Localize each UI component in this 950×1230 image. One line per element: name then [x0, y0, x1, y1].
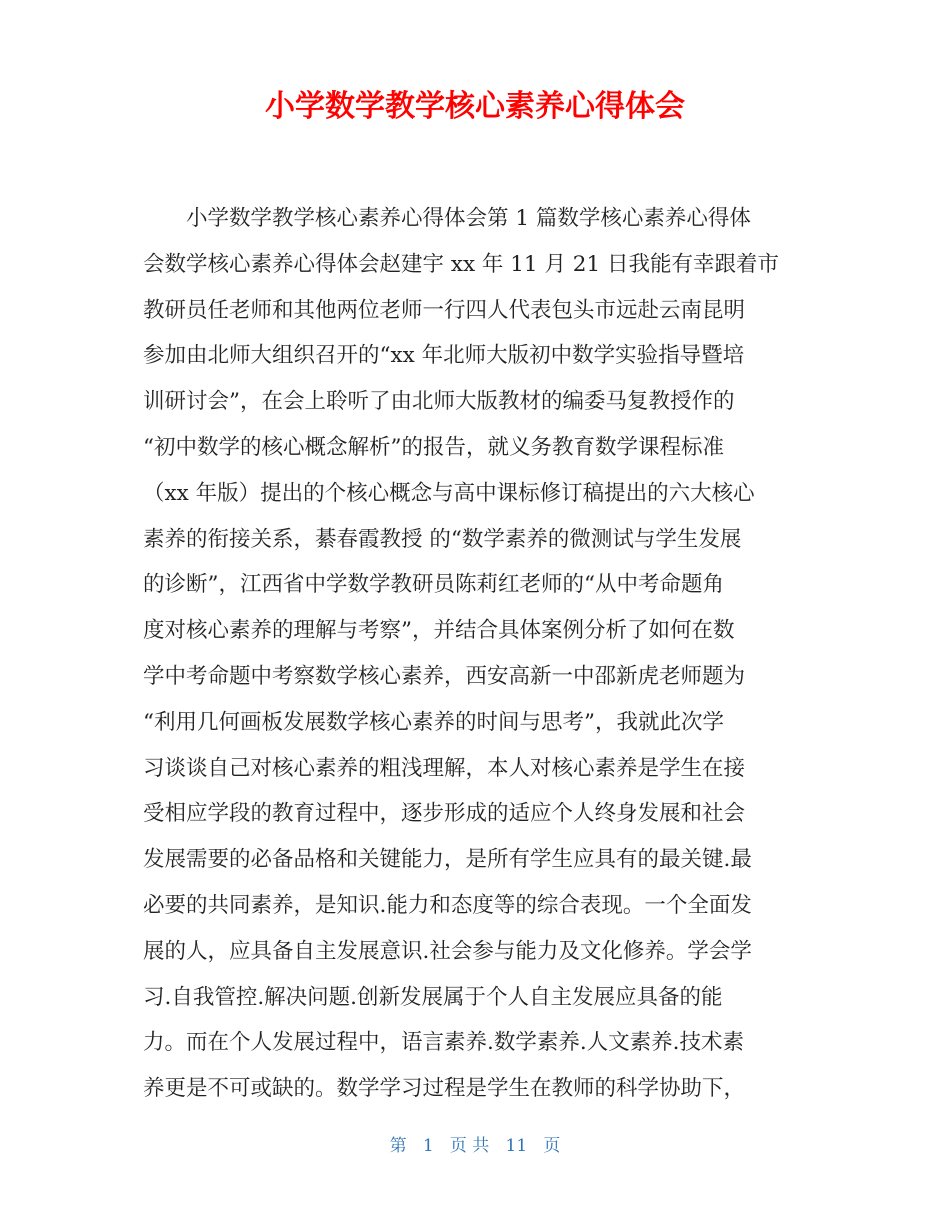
body-line: “初中数学的核心概念解析”的报告，就义务教育数学课程标准	[143, 434, 724, 460]
body-line: 小学数学教学核心素养心得体会第 1 篇数学核心素养心得体	[186, 206, 751, 231]
document-title: 小学数学教学核心素养心得体会	[265, 89, 685, 124]
footer-suffix: 页	[543, 1136, 561, 1156]
body-line: 训研讨会”，在会上聆听了由北师大版教材的编委马复教授作的	[143, 389, 735, 415]
body-line: 教研员任老师和其他两位老师一行四人代表包头市远赴云南昆明	[143, 297, 746, 323]
body-line: 必要的共同素养，是知识.能力和态度等的综合表现。一个全面发	[143, 892, 752, 918]
body-line: 受相应学段的教育过程中，逐步形成的适应个人终身发展和社会	[143, 801, 746, 827]
body-line: 发展需要的必备品格和关键能力，是所有学生应具有的最关键.最	[143, 847, 752, 873]
footer-middle: 页 共	[449, 1136, 490, 1156]
body-line: 度对核心素养的理解与考察”，并结合具体案例分析了如何在数	[143, 618, 735, 644]
body-line: 展的人，应具备自主发展意识.社会参与能力及文化修养。学会学	[143, 938, 752, 964]
body-line: （xx 年版）提出的个核心概念与高中课标修订稿提出的六大核心	[143, 480, 755, 506]
footer-prefix: 第	[389, 1136, 407, 1156]
body-line: 的诊断”，江西省中学数学教研员陈莉红老师的“从中考命题角	[143, 572, 724, 598]
body-line: 养更是不可或缺的。数学学习过程是学生在教师的科学协助下，	[143, 1076, 746, 1102]
body-line: 学中考命题中考察数学核心素养，西安高新一中邵新虎老师题为	[143, 663, 746, 689]
page-footer	[0, 1133, 950, 1159]
body-line: 习谈谈自己对核心素养的粗浅理解，本人对核心素养是学生在接	[143, 755, 746, 781]
footer-total-pages: 11	[505, 1136, 528, 1156]
body-line: 习.自我管控.解决问题.创新发展属于个人自主发展应具备的能	[143, 984, 723, 1010]
footer-current-page: 1	[422, 1136, 434, 1156]
body-line: 力。而在个人发展过程中，语言素养.数学素养.人文素养.技术素	[143, 1030, 745, 1056]
body-line: 会数学核心素养心得体会赵建宇 xx 年 11 月 21 日我能有幸跟着市	[143, 251, 779, 277]
body-line: 素养的衔接关系，綦春霞教授 的“数学素养的微测试与学生发展	[143, 526, 742, 552]
body-line: 参加由北师大组织召开的“xx 年北师大版初中数学实验指导暨培	[143, 343, 745, 369]
body-line: “利用几何画板发展数学核心素养的时间与思考”，我就此次学	[143, 709, 724, 735]
document-body	[143, 196, 809, 1112]
